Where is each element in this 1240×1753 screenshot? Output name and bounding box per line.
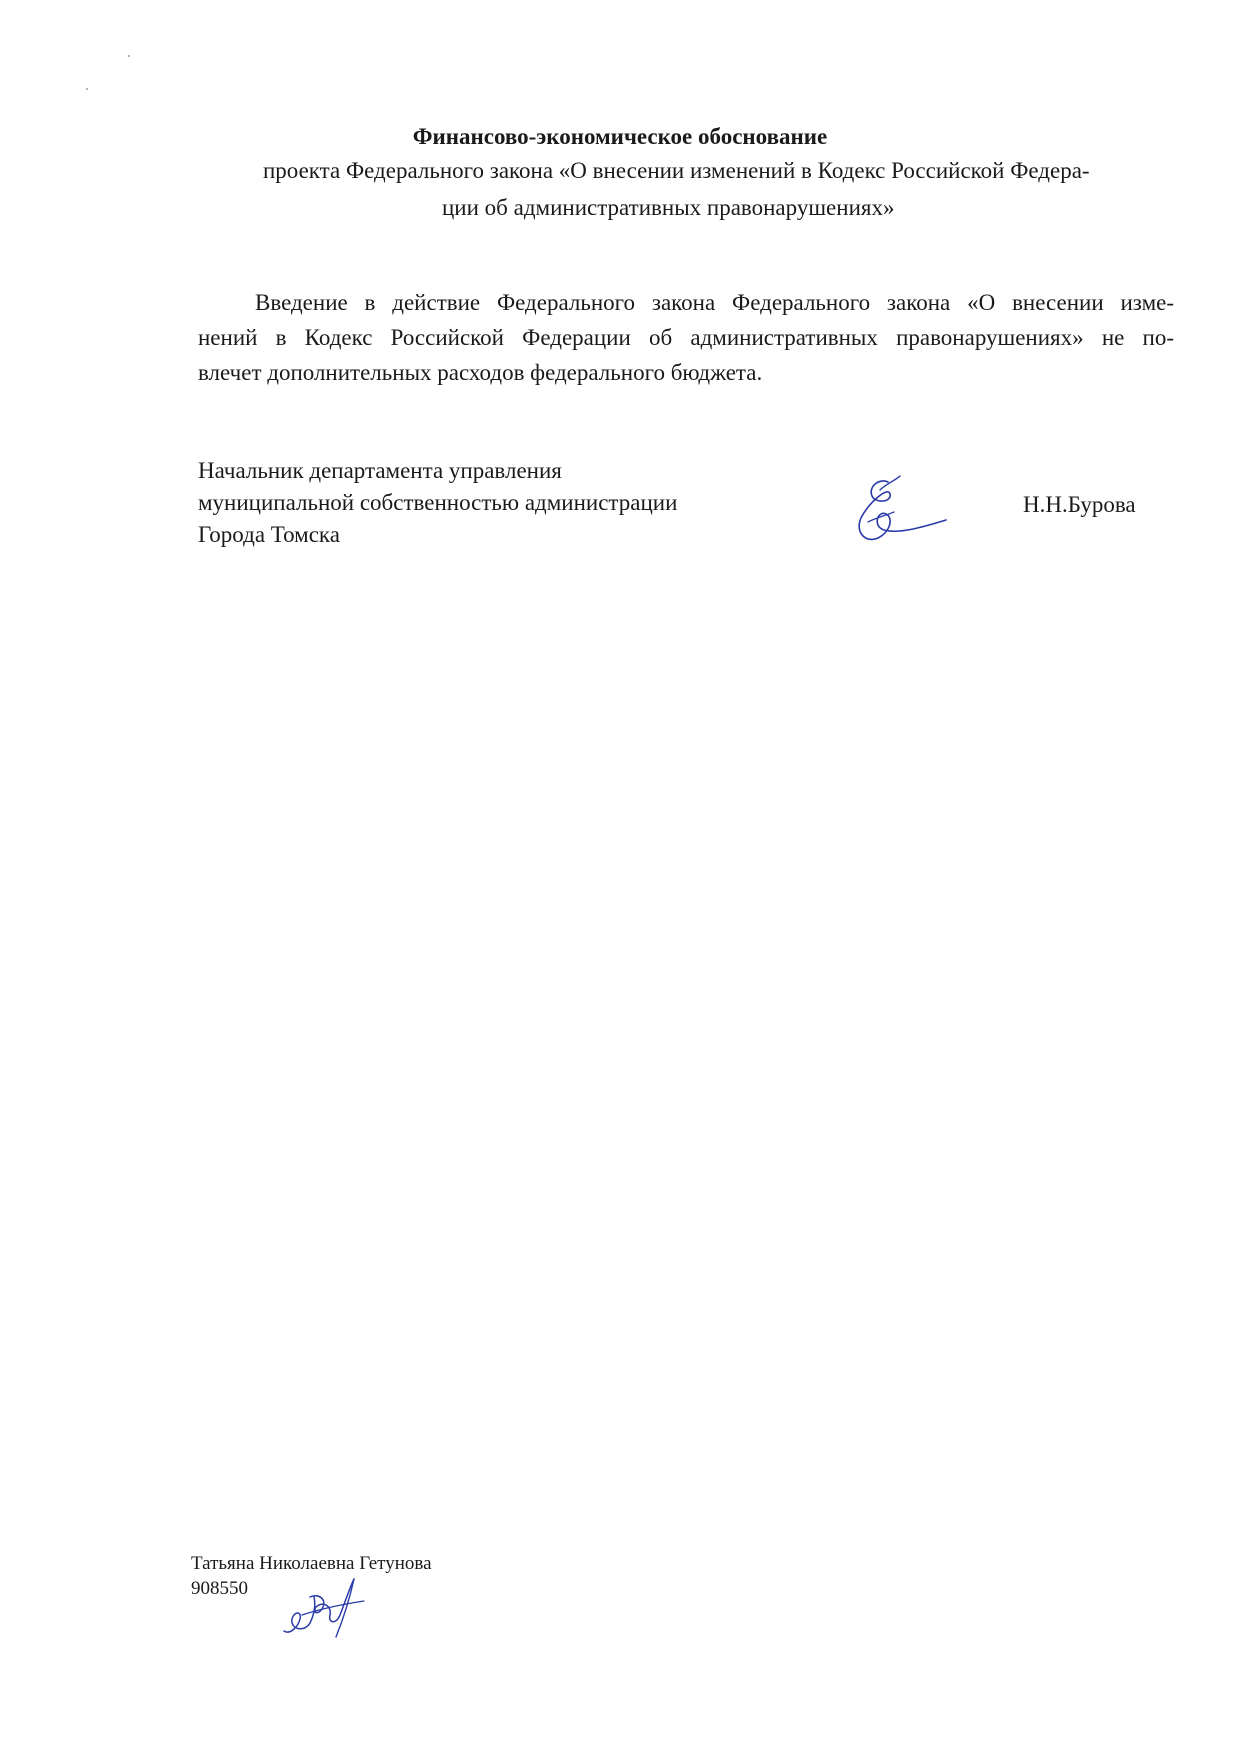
scan-speck xyxy=(86,88,88,90)
document-subtitle-line-2: ции об административных правонарушениях» xyxy=(442,195,895,220)
signatory-position-line-2: муниципальной собственностью администрации xyxy=(198,490,678,515)
body-paragraph-line-3: влечет дополнительных расходов федерального бюджета. xyxy=(198,360,763,385)
signatory-name: Н.Н.Бурова xyxy=(1023,492,1136,517)
document-subtitle-line-1: проекта Федерального закона «О внесении изменений в Кодекс Российской Федера- xyxy=(263,158,1090,183)
scan-speck xyxy=(128,55,130,57)
signatory-position-line-1: Начальник департамента управления xyxy=(198,458,562,483)
body-paragraph-line-1: Введение в действие Федерального закона Федерального закона «О внесении изме- xyxy=(255,290,1174,315)
executor-name: Татьяна Николаевна Гетунова xyxy=(191,1553,432,1574)
document-title: Финансово-экономическое обоснование xyxy=(412,124,828,149)
body-paragraph-line-2: нений в Кодекс Российской Федерации об административных правонарушениях» не по- xyxy=(198,325,1174,350)
handwritten-initials xyxy=(280,1575,370,1641)
executor-phone: 908550 xyxy=(191,1578,248,1599)
handwritten-signature xyxy=(850,472,950,548)
signatory-position-line-3: Города Томска xyxy=(198,522,340,547)
